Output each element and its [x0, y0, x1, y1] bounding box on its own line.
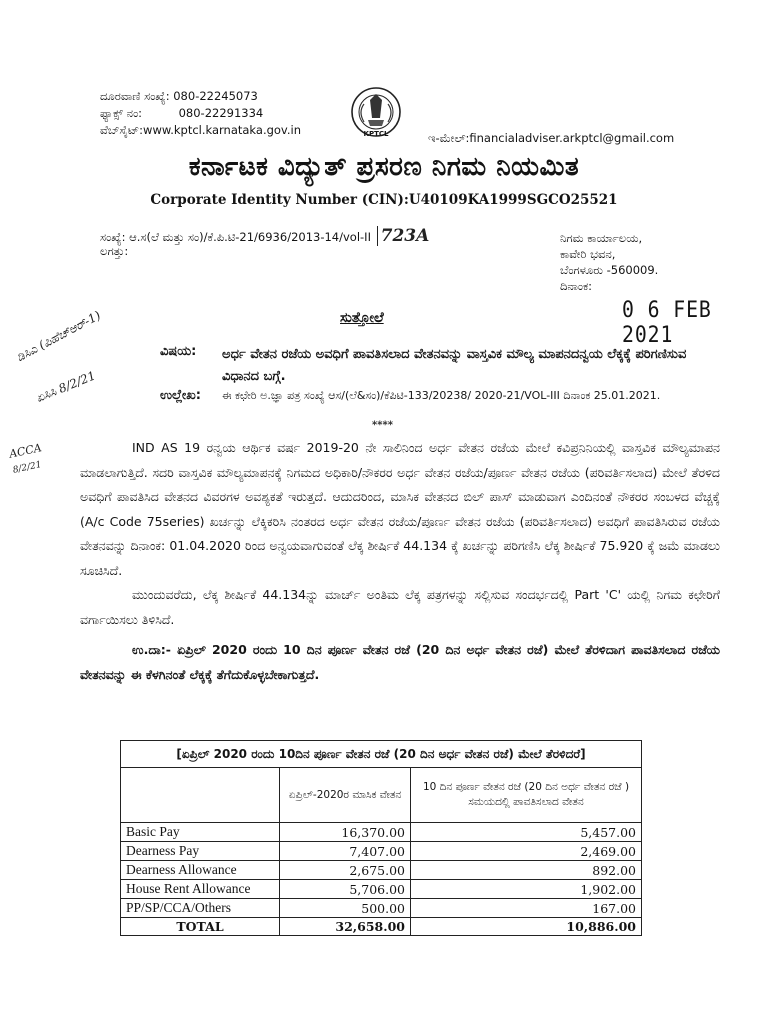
table-header-row [121, 768, 642, 823]
total-label: TOTAL [121, 918, 280, 936]
email-line: ಇ-ಮೇಲ್:financialadviser.arkptcl@gmail.com [428, 131, 675, 145]
row-monthly: 2,675.00 [280, 861, 411, 880]
subject-label: ವಿಷಯ: [160, 344, 197, 359]
phone-line: ದೂರವಾಣಿ ಸಂಖ್ಯೆ: 080-22245073 [100, 89, 258, 103]
row-label: House Rent Allowance [121, 880, 280, 899]
table-row [121, 823, 642, 842]
office-line-3: ಬೆಂಗಳೂರು -560009. [560, 263, 659, 277]
table-caption-row [121, 741, 642, 768]
office-address [560, 230, 658, 294]
table-row [121, 861, 642, 880]
row-leave: 1,902.00 [411, 880, 642, 899]
handwritten-number: 723A [377, 226, 430, 246]
margin-note-1: ಡಿಸಿಎ (ಪಿಹೆಚ್‌ಆರ್-1) [14, 308, 103, 365]
row-label: Dearness Pay [121, 842, 280, 861]
row-leave: 2,469.00 [411, 842, 642, 861]
table-row [121, 842, 642, 861]
attachment-label: ಲಗತ್ತು: [100, 244, 129, 258]
paragraph-2: ಮುಂದುವರೆದು, ಲೆಕ್ಕ ಶೀರ್ಷಿಕೆ 44.134ನ್ನು ಮಾರ್ಚ್ ಅಂತಿಮ ಲೆಕ್ಕ ಪತ್ರಗಳನ್ನು ಸಲ್ಲಿಸುವ ಸಂದರ್ಭದಲ್ಲಿ Part 'C' ಯಲ್ಲಿ ನಿಗಮ ಕಛೇರಿಗೆ ವರ್ಗಾಯಿಸಲು ತಿಳಿಸಿದೆ. [80, 587, 720, 627]
row-leave: 167.00 [411, 899, 642, 918]
reference-label: ಉಲ್ಲೇಖ: [160, 388, 201, 403]
table-caption: [ಏಪ್ರಿಲ್ 2020 ರಂದು 10ದಿನ ಪೂರ್ಣ ವೇತನ ರಜೆ (20 ದಿನ ಅರ್ಧ ವೇತನ ರಜೆ) ಮೇಲೆ ತೆರಳಿದರೆ] [121, 741, 642, 768]
pay-table [120, 740, 642, 936]
cin-number: Corporate Identity Number (CIN):U40109KA1999SGCO25521 [150, 192, 618, 208]
office-line-2: ಕಾವೇರಿ ಭವನ, [560, 247, 616, 261]
kptcl-logo [350, 84, 402, 144]
row-leave: 892.00 [411, 861, 642, 880]
row-monthly: 500.00 [280, 899, 411, 918]
circular-title: ಸುತ್ತೋಲೆ [340, 310, 384, 326]
separator: **** [372, 420, 393, 431]
date-label: ದಿನಾಂಕ: [560, 279, 593, 293]
row-label: Basic Pay [121, 823, 280, 842]
header-blank [121, 768, 280, 823]
logo-text: KPTCL [363, 130, 389, 138]
row-monthly: 5,706.00 [280, 880, 411, 899]
paragraph-3: ಉ.ದಾ:- ಏಪ್ರಿಲ್ 2020 ರಂದು 10 ದಿನ ಪೂರ್ಣ ವೇತನ ರಜೆ (20 ದಿನ ಅರ್ಧ ವೇತನ ರಜೆ) ಮೇಲೆ ತೆರಳಿದಾಗ ಪಾವತಿಸಲಾದ ರಜೆಯ ವೇತನವನ್ನು ಈ ಕೆಳಗಿನಂತೆ ಲೆಕ್ಕಕ್ಕೆ ತೆಗೆದುಕೊಳ್ಳಬೇಕಾಗುತ್ತದೆ. [80, 642, 720, 682]
body-text [80, 436, 720, 687]
reference-number [100, 226, 429, 246]
header-leave: 10 ದಿನ ಪೂರ್ಣ ವೇತನ ರಜೆ (20 ದಿನ ಅರ್ಧ ವೇತನ ರಜೆ ) ಸಮಯದಲ್ಲಿ ಪಾವತಿಸಲಾದ ವೇತನ [411, 768, 642, 823]
fax-line: ಫ್ಯಾಕ್ಸ್ ನಂ: 080-22291334 [100, 106, 264, 120]
date-stamp: 0 6 FEB 2021 [622, 298, 712, 348]
total-monthly: 32,658.00 [280, 918, 411, 936]
margin-note-4: 8/2/21 [12, 459, 43, 476]
margin-note-2: ಏಸಿಸಿ 8/2/21 [34, 368, 98, 405]
website-line: ವೆಬ್‌ಸೈಟ್:www.kptcl.karnataka.gov.in [100, 123, 301, 137]
row-monthly: 16,370.00 [280, 823, 411, 842]
row-label: Dearness Allowance [121, 861, 280, 880]
table-row [121, 899, 642, 918]
row-label: PP/SP/CCA/Others [121, 899, 280, 918]
office-line-1: ನಿಗಮ ಕಾರ್ಯಾಲಯ, [560, 231, 643, 245]
row-monthly: 7,407.00 [280, 842, 411, 861]
row-leave: 5,457.00 [411, 823, 642, 842]
total-leave: 10,886.00 [411, 918, 642, 936]
table-row [121, 880, 642, 899]
table-total-row [121, 918, 642, 936]
header-monthly: ಏಪ್ರಿಲ್-2020ರ ಮಾಸಿಕ ವೇತನ [280, 768, 411, 823]
ref-number-text: ಸಂಖ್ಯೆ: ಆ.ಸ(ಲೆ ಮತ್ತು ಸಂ)/ಕೆ.ಪಿ.ಟಿ-21/6936/2013-14/vol-II [100, 230, 371, 244]
org-name: ಕರ್ನಾಟಕ ವಿದ್ಯುತ್ ಪ್ರಸರಣ ನಿಗಮ ನಿಯಮಿತ [188, 152, 580, 182]
reference-text: ಈ ಕಛೇರಿ ಅ.ಜ್ಞಾ ಪತ್ರ ಸಂಖ್ಯೆ ಆಸ/(ಲೆ&ಸಂ)/ಕೆಪಿಟಿ-133/20238/ 2020-21/VOL-III ದಿನಾಂಕ 25.01.2021. [222, 389, 661, 402]
paragraph-1: IND AS 19 ರನ್ವಯ ಆರ್ಥಿಕ ವರ್ಷ 2019-20 ನೇ ಸಾಲಿನಿಂದ ಅರ್ಧ ವೇತನ ರಜೆಯ ಮೇಲೆ ಕವಿಪ್ರನಿನಿಯಲ್ಲಿ ವಾಸ್ತವಿಕ ಮೌಲ್ಯಮಾಪನ ಮಾಡಲಾಗುತ್ತಿದೆ. ಸದರಿ ವಾಸ್ತವಿಕ ಮೌಲ್ಯಮಾಪನಕ್ಕೆ ನಿಗಮದ ಅಧಿಕಾರಿ/ನೌಕರರ ಅರ್ಧ ವೇತನ ರಜೆಯ/ಪೂರ್ಣ ವೇತನ ರಜೆಯ (ಪರಿವರ್ತಿಸಲಾದ) ಮೇಲೆ ತೆರಳಿದ ಅವಧಿಗೆ ಪಾವತಿಸಿದ ವೇತನದ ವಿವರಗಳ ಅವಶ್ಯಕತೆ ಇರುತ್ತದೆ. ಆದುದರಿಂದ, ಮಾಸಿಕ ವೇತನದ ಬಿಲ್ ಪಾಸ್ ಮಾಡುವಾಗ ಎಂದಿನಂತೆ ನೌಕರರ ಸಂಬಳದ ವೆಚ್ಚಕ್ಕೆ (A/c Code 75series) ಖರ್ಚನ್ನು ಲೆಕ್ಕಿಕರಿಸಿ ನಂತರದ ಅರ್ಧ ವೇತನ ರಜೆಯ/ಪೂರ್ಣ ವೇತನ ರಜೆಯ (ಪರಿವರ್ತಿಸಲಾದ) ಅವಧಿಗೆ ಪಾವತಿಸಿರುವ ರಜೆಯ ವೇತನವನ್ನು ದಿನಾಂಕ: 01.04.2020 ರಿಂದ ಅನ್ವಯವಾಗುವಂತೆ ಲೆಕ್ಕ ಶೀರ್ಷಿಕೆ 44.134 ಕ್ಕೆ ಖರ್ಚನ್ನು ಪರಿಗಣಿಸಿ ಲೆಕ್ಕ ಶೀರ್ಷಿಕೆ 75.920 ಕ್ಕೆ ಜಮೆ ಮಾಡಲು ಸೂಚಿಸಿದೆ. [80, 440, 720, 578]
contact-block [100, 88, 301, 139]
margin-note-3: ACCA [8, 441, 43, 461]
subject-text: ಅರ್ಧ ವೇತನ ರಜೆಯ ಅವಧಿಗೆ ಪಾವತಿಸಲಾದ ವೇತನವನ್ನು ವಾಸ್ತವಿಕ ಮೌಲ್ಯ ಮಾಪನದನ್ವಯ ಲೆಕ್ಕಕ್ಕೆ ಪರಿಗಣಿಸುವ ವಿಧಾನದ ಬಗ್ಗೆ. [222, 347, 687, 384]
